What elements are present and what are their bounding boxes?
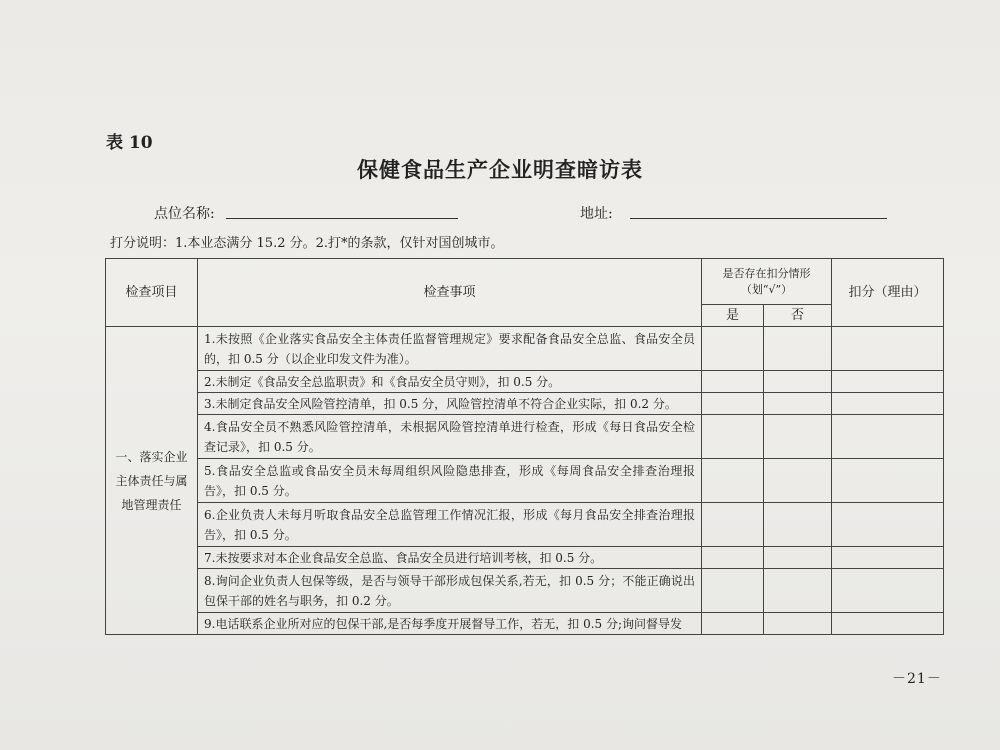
header-yes: 是 (702, 305, 764, 327)
table-row (106, 393, 944, 415)
table-header-row (106, 259, 944, 305)
check-no-cell[interactable] (764, 393, 832, 415)
table-row (106, 371, 944, 393)
header-deduction-exists: 是否存在扣分情形（划“√”） (702, 259, 832, 305)
check-yes-cell[interactable] (702, 569, 764, 613)
check-no-cell[interactable] (764, 503, 832, 547)
check-yes-cell[interactable] (702, 459, 764, 503)
header-score: 扣分（理由） (832, 259, 944, 327)
check-no-cell[interactable] (764, 569, 832, 613)
item-text: 4.食品安全员不熟悉风险管控清单，未根据风险管控清单进行检查，形成《每日食品安全检查记录》，扣 0.5 分。 (198, 415, 702, 459)
item-text: 3.未制定食品安全风险管控清单，扣 0.5 分，风险管控清单不符合企业实际，扣 0.2 分。 (198, 393, 702, 415)
table-row (106, 459, 944, 503)
check-yes-cell[interactable] (702, 371, 764, 393)
score-cell[interactable] (832, 547, 944, 569)
check-no-cell[interactable] (764, 547, 832, 569)
table-row (106, 547, 944, 569)
header-category: 检查项目 (106, 259, 198, 327)
score-cell[interactable] (832, 459, 944, 503)
header-items: 检查事项 (198, 259, 702, 327)
address-label: 地址: (580, 206, 613, 222)
item-text: 9.电话联系企业所对应的包保干部,是否每季度开展督导工作，若无，扣 0.5 分;询问督导发 (198, 613, 702, 635)
inspection-table (105, 258, 944, 635)
check-no-cell[interactable] (764, 613, 832, 635)
table-label: 表 10 (106, 133, 153, 153)
item-text: 8.询问企业负责人包保等级，是否与领导干部形成包保关系,若无，扣 0.5 分；不能正确说出包保干部的姓名与职务，扣 0.2 分。 (198, 569, 702, 613)
score-cell[interactable] (832, 327, 944, 371)
check-yes-cell[interactable] (702, 613, 764, 635)
scoring-note: 打分说明：1.本业态满分 15.2 分。2.打*的条款，仅针对国创城市。 (110, 236, 504, 251)
table-row (106, 327, 944, 371)
address-line (630, 218, 887, 219)
item-text: 5.食品安全总监或食品安全员未每周组织风险隐患排查，形成《每周食品安全排查治理报告》，扣 0.5 分。 (198, 459, 702, 503)
check-no-cell[interactable] (764, 371, 832, 393)
score-cell[interactable] (832, 569, 944, 613)
category-cell: 一、落实企业主体责任与属地管理责任 (106, 327, 198, 635)
table-row (106, 503, 944, 547)
item-text: 2.未制定《食品安全总监职责》和《食品安全员守则》，扣 0.5 分。 (198, 371, 702, 393)
check-yes-cell[interactable] (702, 393, 764, 415)
check-no-cell[interactable] (764, 327, 832, 371)
check-yes-cell[interactable] (702, 327, 764, 371)
score-cell[interactable] (832, 503, 944, 547)
table-row (106, 569, 944, 613)
check-no-cell[interactable] (764, 415, 832, 459)
check-yes-cell[interactable] (702, 415, 764, 459)
item-text: 6.企业负责人未每月听取食品安全总监管理工作情况汇报，形成《每月食品安全排查治理报告》，扣 0.5 分。 (198, 503, 702, 547)
site-name-line (226, 218, 458, 219)
site-name-label: 点位名称: (154, 206, 215, 222)
table-row (106, 613, 944, 635)
check-no-cell[interactable] (764, 459, 832, 503)
score-cell[interactable] (832, 393, 944, 415)
item-text: 7.未按要求对本企业食品安全总监、食品安全员进行培训考核，扣 0.5 分。 (198, 547, 702, 569)
check-yes-cell[interactable] (702, 547, 764, 569)
table-row (106, 415, 944, 459)
item-text: 1.未按照《企业落实食品安全主体责任监督管理规定》要求配备食品安全总监、食品安全员的，扣 0.5 分（以企业印发文件为准）。 (198, 327, 702, 371)
header-no: 否 (764, 305, 832, 327)
score-cell[interactable] (832, 613, 944, 635)
score-cell[interactable] (832, 415, 944, 459)
page-number: －21－ (892, 671, 942, 687)
check-yes-cell[interactable] (702, 503, 764, 547)
score-cell[interactable] (832, 371, 944, 393)
document-title: 保健食品生产企业明查暗访表 (357, 157, 643, 182)
